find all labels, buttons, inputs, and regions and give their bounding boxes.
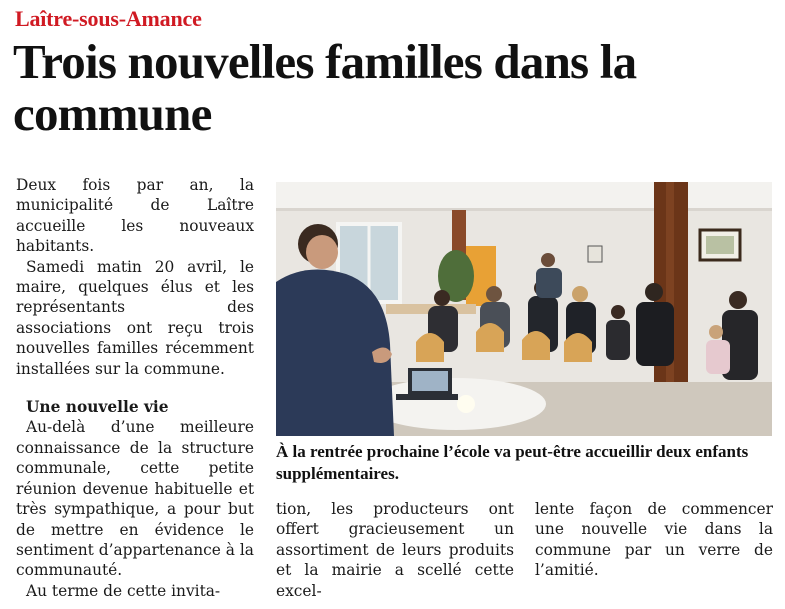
- photo-caption: À la rentrée prochaine l’école va peut-être accueillir deux enfants supplémentaires.: [276, 442, 749, 483]
- article-column-2: [276, 499, 514, 601]
- headline: Trois nouvelles familles dans la commune: [13, 34, 637, 141]
- article-photo: [276, 182, 772, 436]
- body-paragraph: Au-delà d’une meilleure connaissance de la structure communale, cette petite réunion devenue habituelle et très sympathique, a pour but de mettre en évidence le sentiment d’appartenance à la communauté.: [16, 418, 254, 580]
- intro-paragraph: Deux fois par an, la municipalité de Laître accueille les nouveaux habitants.: [16, 176, 254, 256]
- article-column-3: [535, 499, 773, 581]
- body-paragraph: Samedi matin 20 avril, le maire, quelques élus et les représentants des associations ont reçu trois nouvelles familles récemment installées sur la commune.: [16, 257, 254, 378]
- body-paragraph: lente façon de commencer une nouvelle vie dans la commune par un verre de l’amitié.: [535, 500, 773, 580]
- article-column-1: [16, 175, 254, 601]
- subheading: Une nouvelle vie: [26, 398, 169, 417]
- section-kicker: Laître-sous-Amance: [15, 6, 202, 31]
- body-paragraph: Au terme de cette invita-: [26, 581, 221, 600]
- body-paragraph: tion, les producteurs ont offert gracieusement un assortiment de leurs produits et la mairie a scellé cette excel-: [276, 500, 514, 600]
